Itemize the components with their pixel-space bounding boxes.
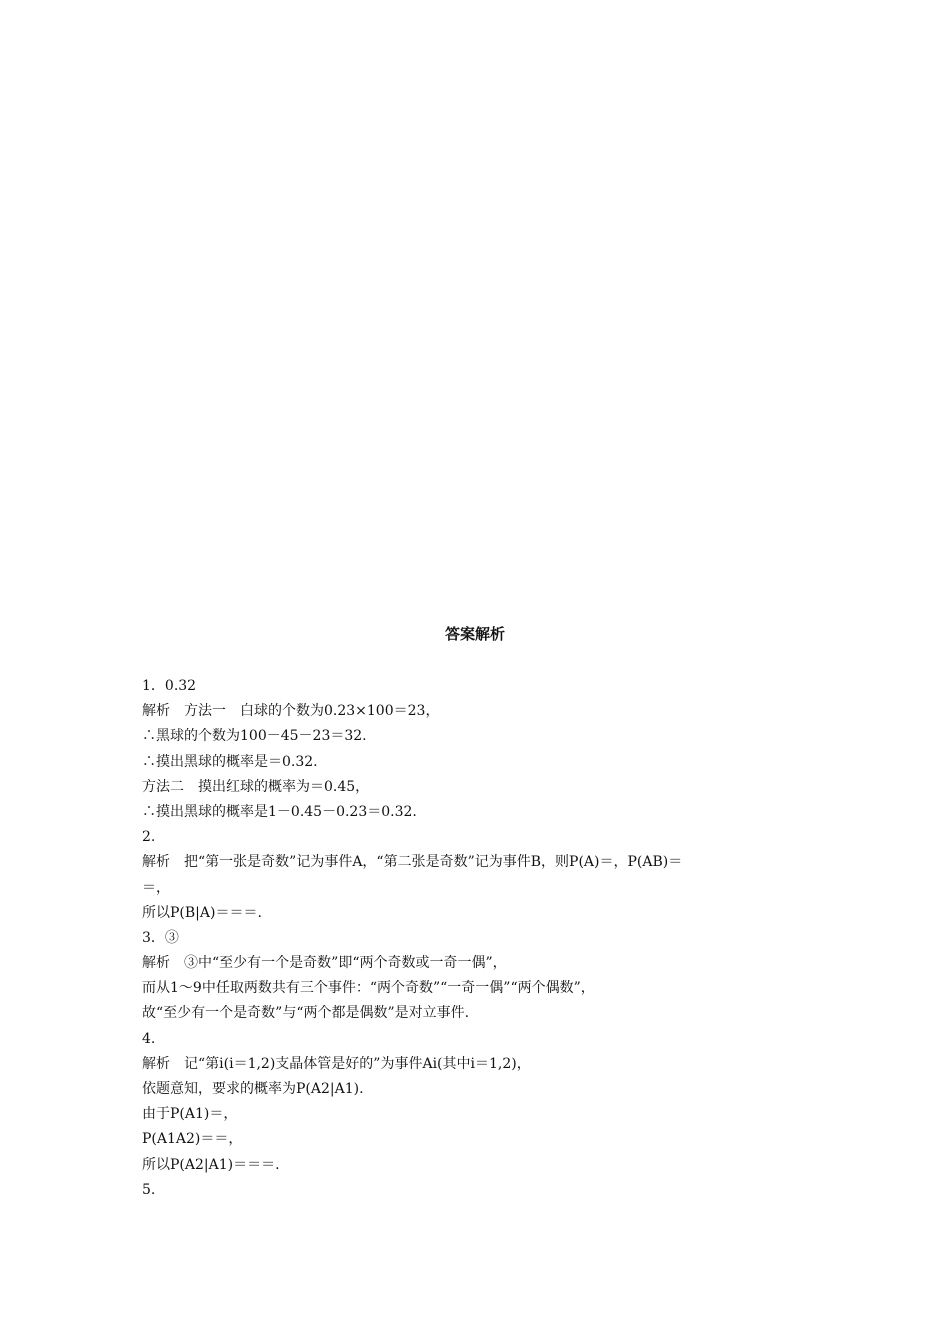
answer-line: 解析 ③中“至少有一个是奇数”即“两个奇数或一奇一偶”， xyxy=(142,955,507,972)
page-title: 答案解析 xyxy=(444,625,505,643)
answer-line: 由于P(A1)＝， xyxy=(142,1106,238,1123)
answer-line: 故“至少有一个是奇数”与“两个都是偶数”是对立事件. xyxy=(142,1005,470,1022)
answer-line: 方法二 摸出红球的概率为＝0.45， xyxy=(142,778,370,795)
answer-line: ∴黑球的个数为100－45－23＝32. xyxy=(142,728,367,745)
answer-line: 1．0.32 xyxy=(142,678,197,694)
answer-line: 所以P(B|A)＝＝＝. xyxy=(142,904,262,921)
answer-line: ∴摸出黑球的概率是＝0.32. xyxy=(142,753,318,770)
answer-line: 所以P(A2|A1)＝＝＝. xyxy=(142,1156,280,1173)
answer-content xyxy=(142,674,822,1203)
answer-line: ∴摸出黑球的概率是1－0.45－0.23＝0.32. xyxy=(142,803,417,820)
answer-line: 解析 方法一 白球的个数为0.23×100＝23， xyxy=(142,703,440,720)
answer-line: 依题意知，要求的概率为P(A2|A1). xyxy=(142,1081,364,1097)
answer-line: 而从1～9中任取两数共有三个事件：“两个奇数”“一奇一偶”“两个偶数”， xyxy=(142,980,595,997)
answer-line: 解析 记“第i(i＝1,2)支晶体管是好的”为事件Ai(其中i＝1,2)， xyxy=(142,1055,531,1072)
answer-line: 3．③ xyxy=(142,929,179,946)
answer-line: 2. xyxy=(142,829,156,846)
answer-line: 5. xyxy=(142,1181,156,1198)
answer-line: 4. xyxy=(142,1030,156,1047)
answer-line: P(A1A2)＝＝， xyxy=(142,1131,243,1148)
answer-line: ＝， xyxy=(142,879,170,896)
answer-line: 解析 把“第一张是奇数”记为事件A，“第二张是奇数”记为事件B，则P(A)＝，P(AB)＝ xyxy=(142,854,683,871)
